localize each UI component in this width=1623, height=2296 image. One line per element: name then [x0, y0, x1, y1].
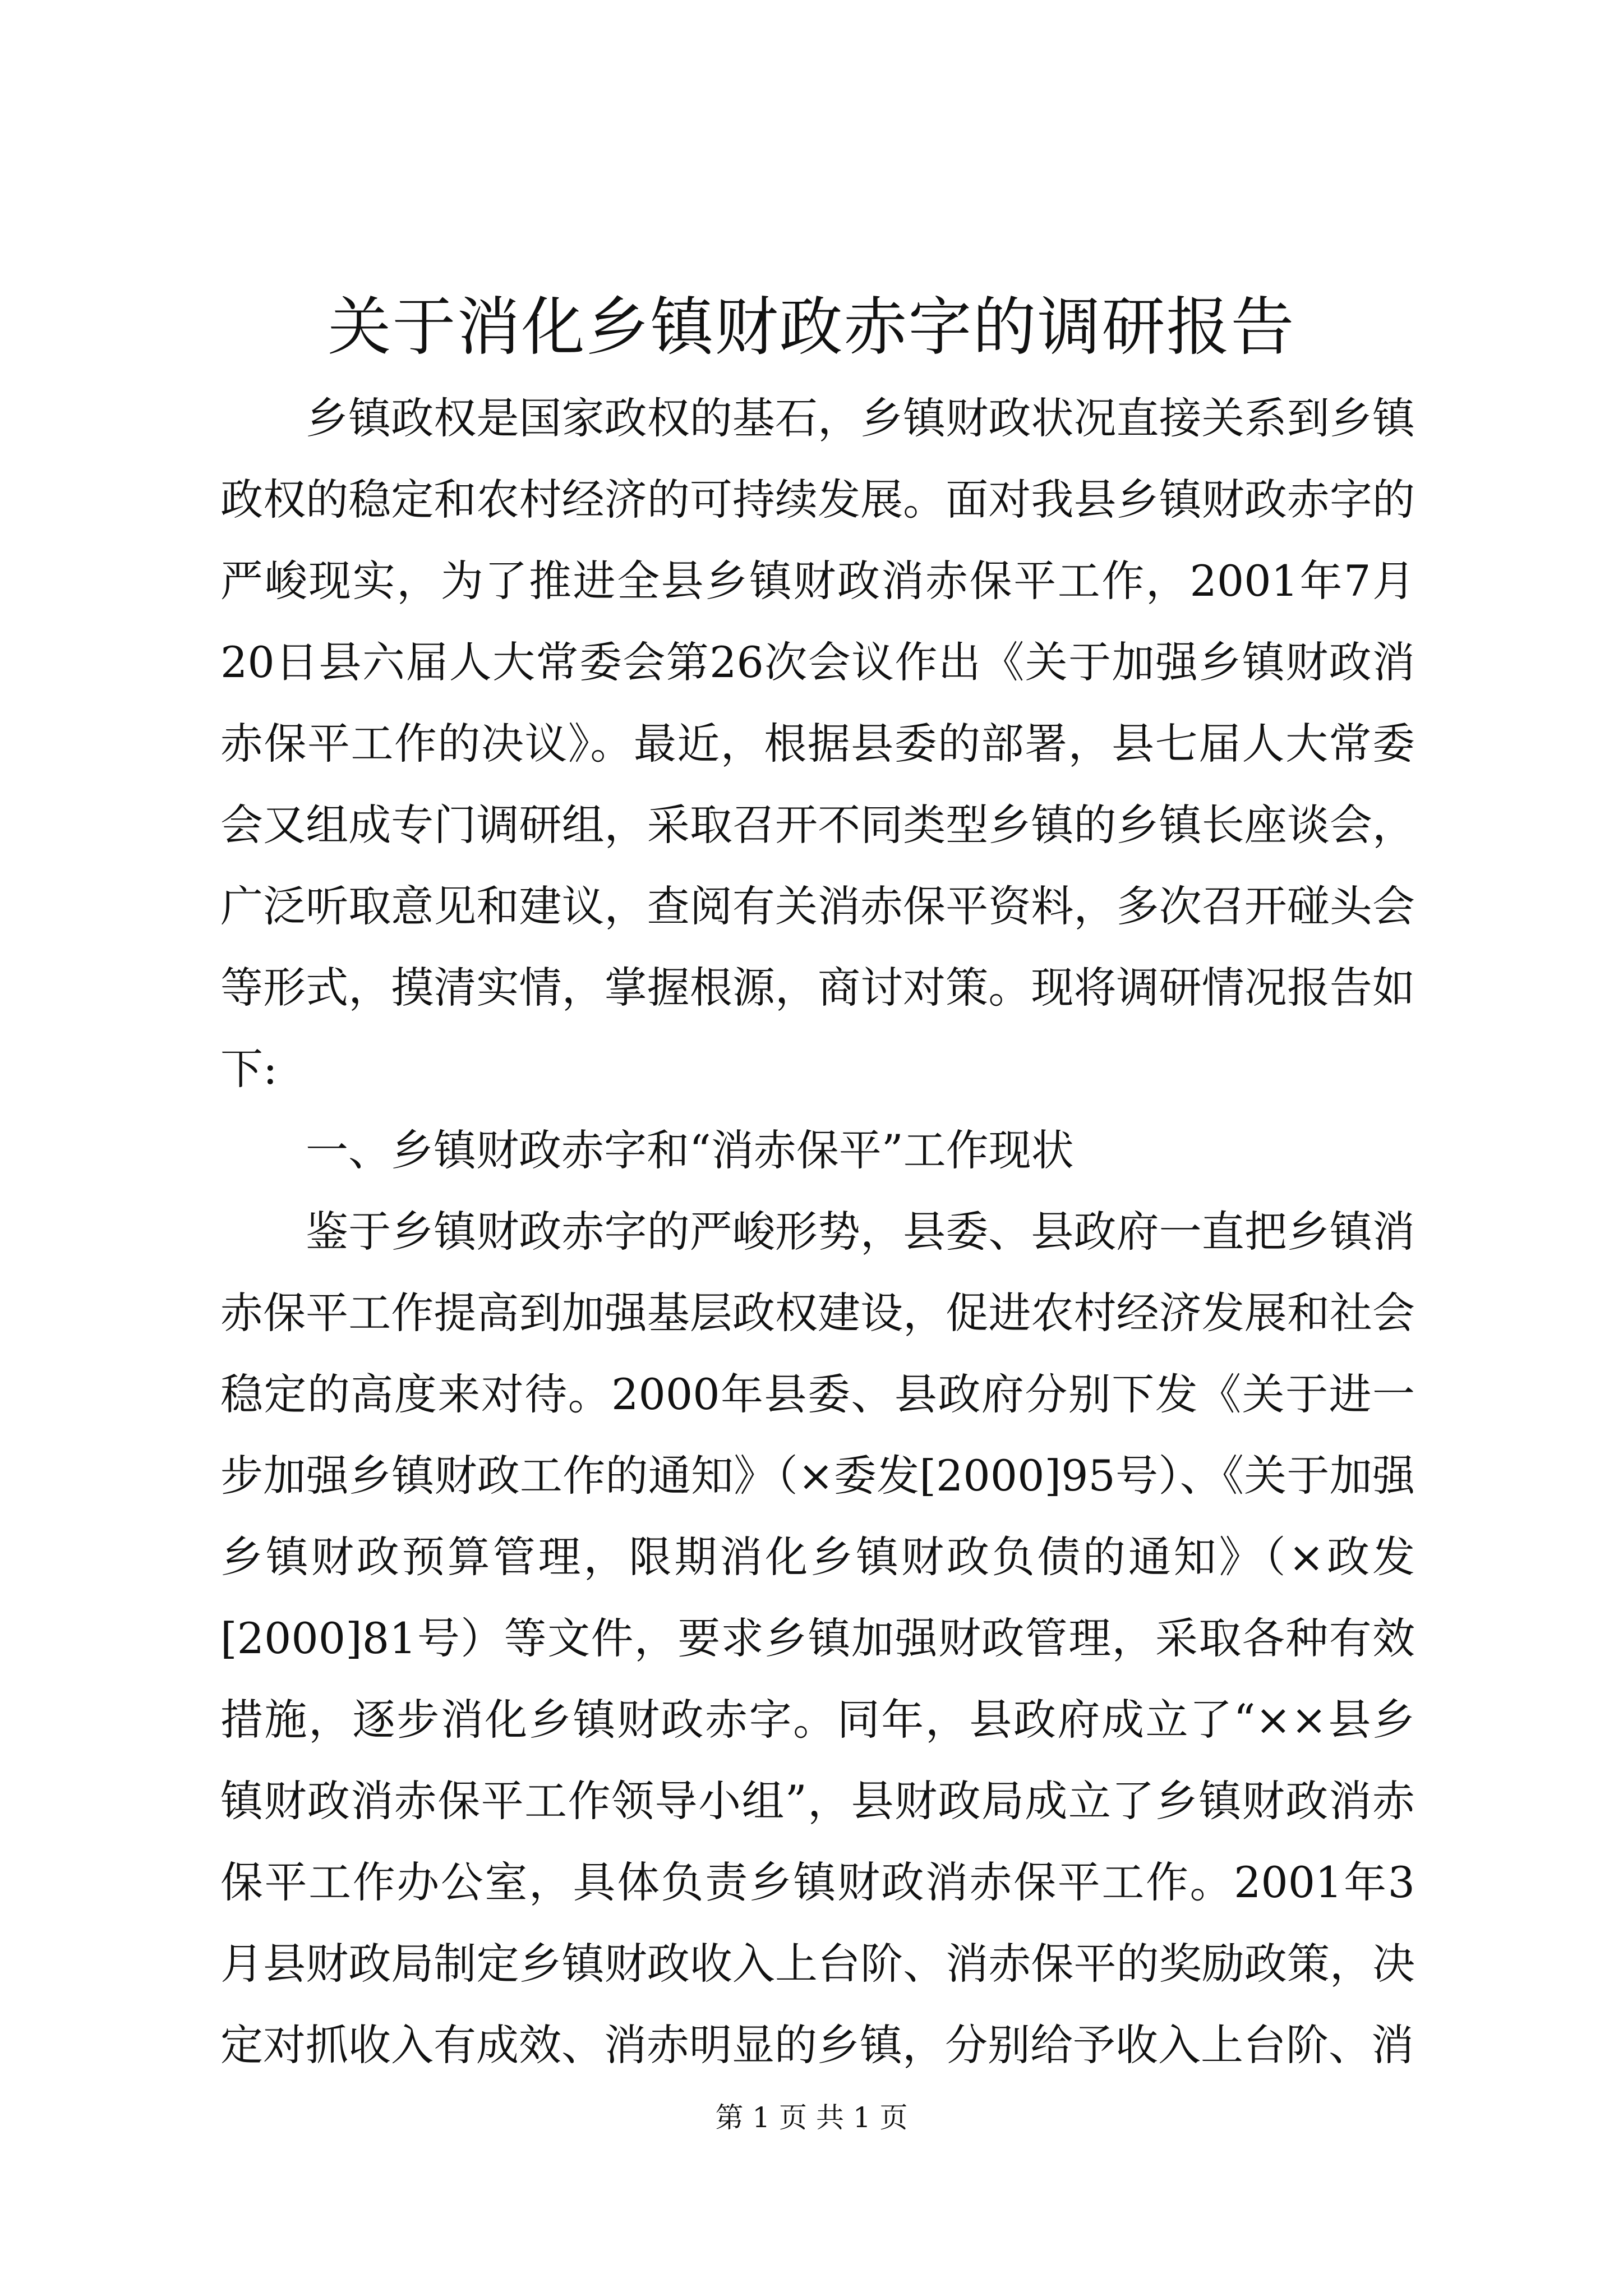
paragraph-intro: 乡镇政权是国家政权的基石，乡镇财政状况直接关系到乡镇政权的稳定和农村经济的可持续发展。面对我县乡镇财政赤字的严峻现实，为了推进全县乡镇财政消赤保平工作，2001年7月20日县六届人大常委会第26次会议作出《关于加强乡镇财政消赤保平工作的决议》。最近，根据县委的部署，县七届人大常委会又组成专门调研组，采取召开不同类型乡镇的乡镇长座谈会，广泛听取意见和建议，查阅有关消赤保平资料，多次召开碰头会等形式，摸清实情，掌握根源，商讨对策。现将调研情况报告如下: — [220, 393, 1415, 1094]
document-body — [220, 378, 1415, 2086]
page-number-footer: 第 1 页 共 1 页 — [715, 2101, 908, 2134]
document-title: 关于消化乡镇财政赤字的调研报告 — [328, 290, 1295, 364]
paragraph-status: 鉴于乡镇财政赤字的严峻形势，县委、县政府一直把乡镇消赤保平工作提高到加强基层政权建设，促进农村经济发展和社会稳定的高度来对待。2000年县委、县政府分别下发《关于进一步加强乡镇财政工作的通知》（×委发[2000]95号）、《关于加强乡镇财政预算管理，限期消化乡镇财政负债的通知》（×政发[2000]81号）等文件，要求乡镇加强财政管理，采取各种有效措施，逐步消化乡镇财政赤字。同年，县政府成立了“××县乡镇财政消赤保平工作领导小组”，县财政局成立了乡镇财政消赤保平工作办公室，具体负责乡镇财政消赤保平工作。2001年3月县财政局制定乡镇财政收入上台阶、消赤保平的奖励政策，决定对抓收入有成效、消赤明显的乡镇，分别给予收入上台阶、消 — [220, 1207, 1415, 2070]
section-heading-1: 一、乡镇财政赤字和“消赤保平”工作现状 — [306, 1125, 1074, 1175]
